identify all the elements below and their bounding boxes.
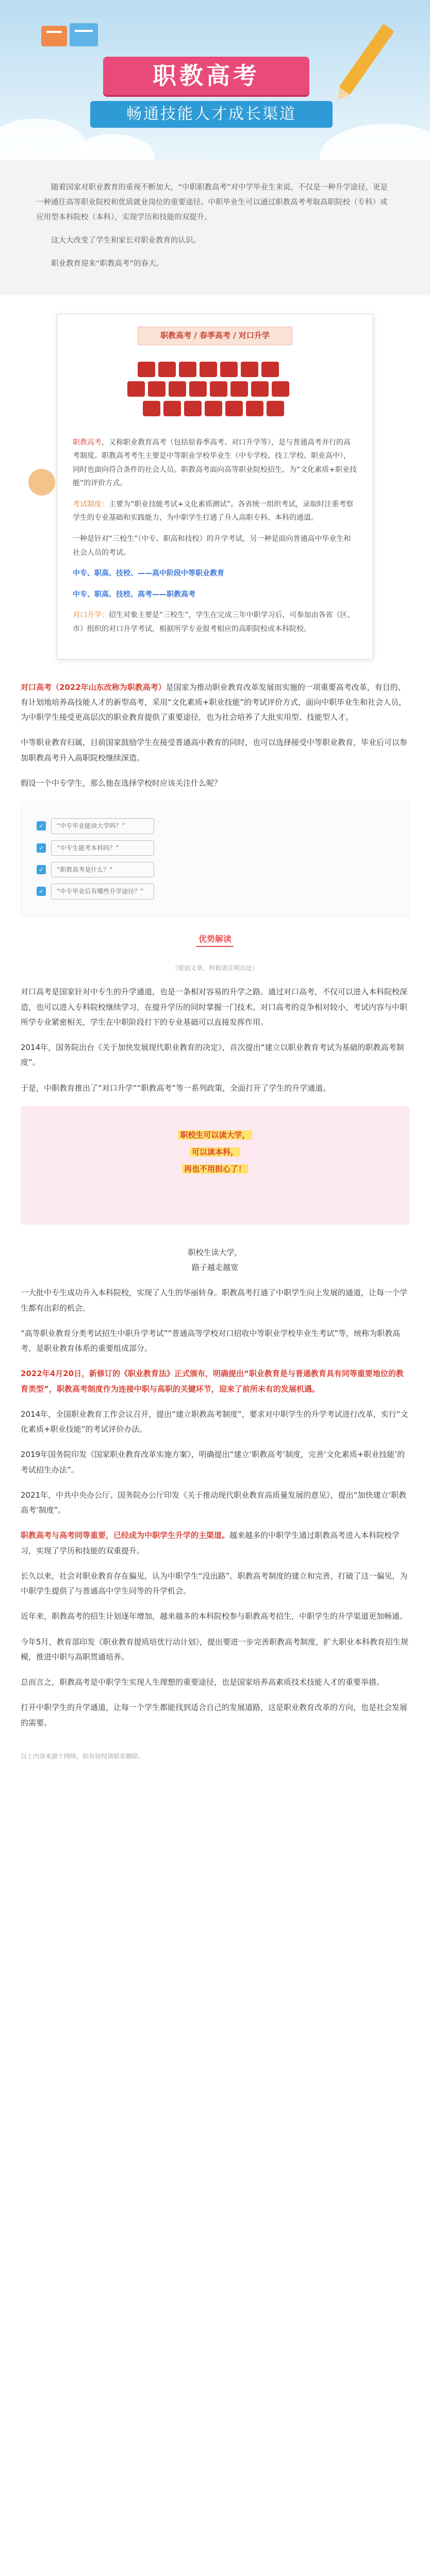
footer-note: 以上内容来源于网络，如有侵权请联系删除。	[21, 1752, 145, 1760]
card-title: 职教高考 / 春季高考 / 对口升学	[138, 327, 292, 345]
check-icon: ✓	[37, 843, 46, 853]
article-body-3	[0, 1235, 430, 1731]
card-paragraph: 中专、职高、技校、——高中阶段中等职业教育	[73, 569, 224, 578]
check-icon: ✓	[37, 887, 46, 896]
article-paragraph: 2022年4月20日，新修订的《职业教育法》正式颁布，明确提出“职业教育是与普通教育具有同等重要地位的教育类型”，职教高考制度作为连接中职与高职的关键环节，迎来了前所未有的发展机遇。	[21, 1369, 404, 1394]
intro-section	[0, 160, 430, 295]
centered-line: 职校生读大学， 路子越走越宽	[188, 1247, 242, 1273]
article-paragraph: 近年来，职教高考的招生计划逐年增加，越来越多的本科院校参与职教高考招生，中职学生的升学渠道更加畅通。	[21, 1612, 408, 1621]
books-icon	[41, 21, 103, 52]
faq-box	[21, 801, 409, 917]
article-paragraph: 长久以来，社会对职业教育存在偏见，认为中职学生“没出路”。职教高考制度的建立和完善，打破了这一偏见，为中职学生提供了与普通高中学生同等的升学机会。	[21, 1571, 408, 1596]
article-body	[0, 670, 430, 791]
intro-paragraph: 这大大改变了学生和家长对职业教育的认识。	[51, 236, 201, 245]
article-paragraph: 总而言之，职教高考是中职学生实现人生理想的重要途径，也是国家培养高素质技术技能人才的重要举措。	[21, 1677, 385, 1687]
article-paragraph: “高等职业教育分类考试招生中职升学考试”“普通高等学校对口招收中等职业学校毕业生考试”等，统称为职教高考，是职业教育体系的重要组成部分。	[21, 1328, 401, 1353]
article-paragraph: 打开中职学生的升学通道，让每一个学生都能找到适合自己的发展道路，这是职业教育改革的方向，也是社会发展的需要。	[21, 1703, 408, 1727]
check-icon: ✓	[37, 865, 46, 874]
highlight-line: 可以读本科，	[190, 1147, 240, 1157]
article-paragraph: 于是，中职教育推出了“对口升学”“职教高考”等一系列政策，全面打开了学生的升学通道。	[21, 1083, 331, 1093]
article-paragraph: 中等职业教育归属，目前国家鼓励学生在接受普通高中教育的同时，也可以选择接受中等职业教育，毕业后可以参加职教高考升入高职院校继续深造。	[21, 738, 408, 762]
card-paragraph: 考试制度：主要为“职业技能考试+文化素质测试”。各省统一组织考试，录取时注重考察学生的专业基础和实践能力，为中职学生打通了升入高职专科、本科的通道。	[73, 500, 354, 522]
faq-item	[37, 818, 393, 834]
article-paragraph: 2021年，中共中央办公厅、国务院办公厅印发《关于推动现代职业教育高质量发展的意见》，提出“加快建立‘职教高考’制度”。	[21, 1490, 407, 1515]
intro-paragraph: 职业教育迎来“职教高考”的春天。	[51, 260, 164, 268]
card-paragraph: 中专、职高、技校、高考——职教高考	[73, 590, 195, 599]
article-paragraph: 2014年，全国职业教育工作会议召开，提出“建立职教高考制度”，要求对中职学生的升学考试进行改革，实行“文化素质+职业技能”的考试评价办法。	[21, 1409, 408, 1434]
faq-question: “职教高考是什么？”	[51, 862, 154, 877]
article-paragraph: 2014年，国务院出台《关于加快发展现代职业教育的决定》，首次提出“建立以职业教育考试为基础的职教高考制度”。	[21, 1043, 404, 1067]
keyboard-illustration	[107, 351, 323, 423]
intro-paragraph: 随着国家对职业教育的重视不断加大，“中职职教高考”对中学毕业生来说，不仅是一种升学途径，更是一种通往高等职业院校和优质就业岗位的重要途径。中职毕业生可以通过职教高考考取高职院校（专科）或应用型本科院校（本科），实现学历和技能的双提升。	[36, 183, 388, 222]
card-paragraph: 对口升学：招生对象主要是“三校生”，学生在完成三年中职学习后，可参加由各省（区、市）组织的对口升学考试，根据所学专业报考相应的高职院校或本科院校。	[73, 611, 355, 634]
faq-item	[37, 884, 393, 899]
article-paragraph: 对口高考（2022年山东改称为职教高考）是国家为推动职业教育改革发展而实施的一项重要高考改革，有目的、有计划地培养高技能人才的新型高考，采用“文化素质+职业技能”的考试评价方式，面向中职毕业生和社会人员，为中职学生接受更高层次的职业教育提供了重要途径，也为社会培养了大批实用型、技能型人才。	[21, 682, 407, 722]
section-heading: 优势解读	[0, 932, 430, 947]
source-note: （原创文章，转载请注明出处）	[171, 964, 258, 972]
article-paragraph: 今年5月，教育部印发《职业教育提质培优行动计划》，提出要进一步完善职教高考制度，扩大职业本科教育招生规模，推进中职与高职贯通培养。	[21, 1637, 409, 1662]
header-banner	[0, 0, 430, 160]
card-paragraph: 一种是针对“三校生”（中专、职高和技校）的升学考试，另一种是面向普通高中毕业生和社会人员的考试。	[73, 535, 351, 557]
info-card-section	[0, 295, 430, 670]
article-paragraph: 对口高考是国家针对中专生的升学通道，也是一条相对容易的升学之路。通过对口高考，不仅可以进入本科院校深造，也可以进入专科院校继续学习，在提升学历的同时掌握一门技术。对口高考的竞争相对较小，考试内容与中职所学专业紧密相关，学生在中职阶段打下的专业基础可以直接发挥作用。	[21, 987, 408, 1027]
faq-question: “中专毕业后有哪些升学途径？”	[51, 884, 154, 899]
pencil-icon	[339, 24, 394, 95]
decor-circle-icon	[28, 469, 55, 496]
article-paragraph: 假设一个中专学生，那么他在选择学校时应该关注什么呢？	[21, 778, 222, 788]
card-paragraph: 职教高考，又称职业教育高考（包括原春季高考、对口升学等），是与普通高考并行的高考制度。职教高考考生主要是中等职业学校毕业生（中专学校、技工学校、职业高中），同时也面向符合条件的社会人员。职教高考面向高等职业院校招生，为“文化素质+职业技能”的评价方式。	[73, 438, 357, 488]
article-paragraph: 一大批中专生成功升入本科院校，实现了人生的华丽转身。职教高考打通了中职学生向上发展的通道，让每一个学生都有出彩的机会。	[21, 1288, 408, 1313]
article-paragraph: 2019年国务院印发《国家职业教育改革实施方案》，明确提出“建立‘职教高考’制度，完善‘文化素质+职业技能’的考试招生办法”。	[21, 1450, 405, 1475]
check-icon: ✓	[37, 821, 46, 831]
page-title: 职教高考	[103, 57, 309, 95]
article-paragraph: 职教高考与高考同等重要，已经成为中职学生升学的主渠道。越来越多的中职学生通过职教高考进入本科院校学习，实现了学历和技能的双重提升。	[21, 1531, 400, 1555]
faq-item	[37, 862, 393, 877]
faq-question: “中专毕业能读大学吗？”	[51, 818, 154, 834]
highlight-image	[21, 1106, 409, 1225]
faq-item	[37, 840, 393, 856]
highlight-line: 职校生可以读大学，	[178, 1130, 252, 1140]
faq-question: “中专生能考本科吗？”	[51, 840, 154, 856]
page-subtitle: 畅通技能人才成长渠道	[90, 101, 333, 128]
highlight-line: 再也不用担心了！	[182, 1164, 248, 1174]
article-body-2	[0, 952, 430, 1096]
info-card	[57, 314, 373, 659]
